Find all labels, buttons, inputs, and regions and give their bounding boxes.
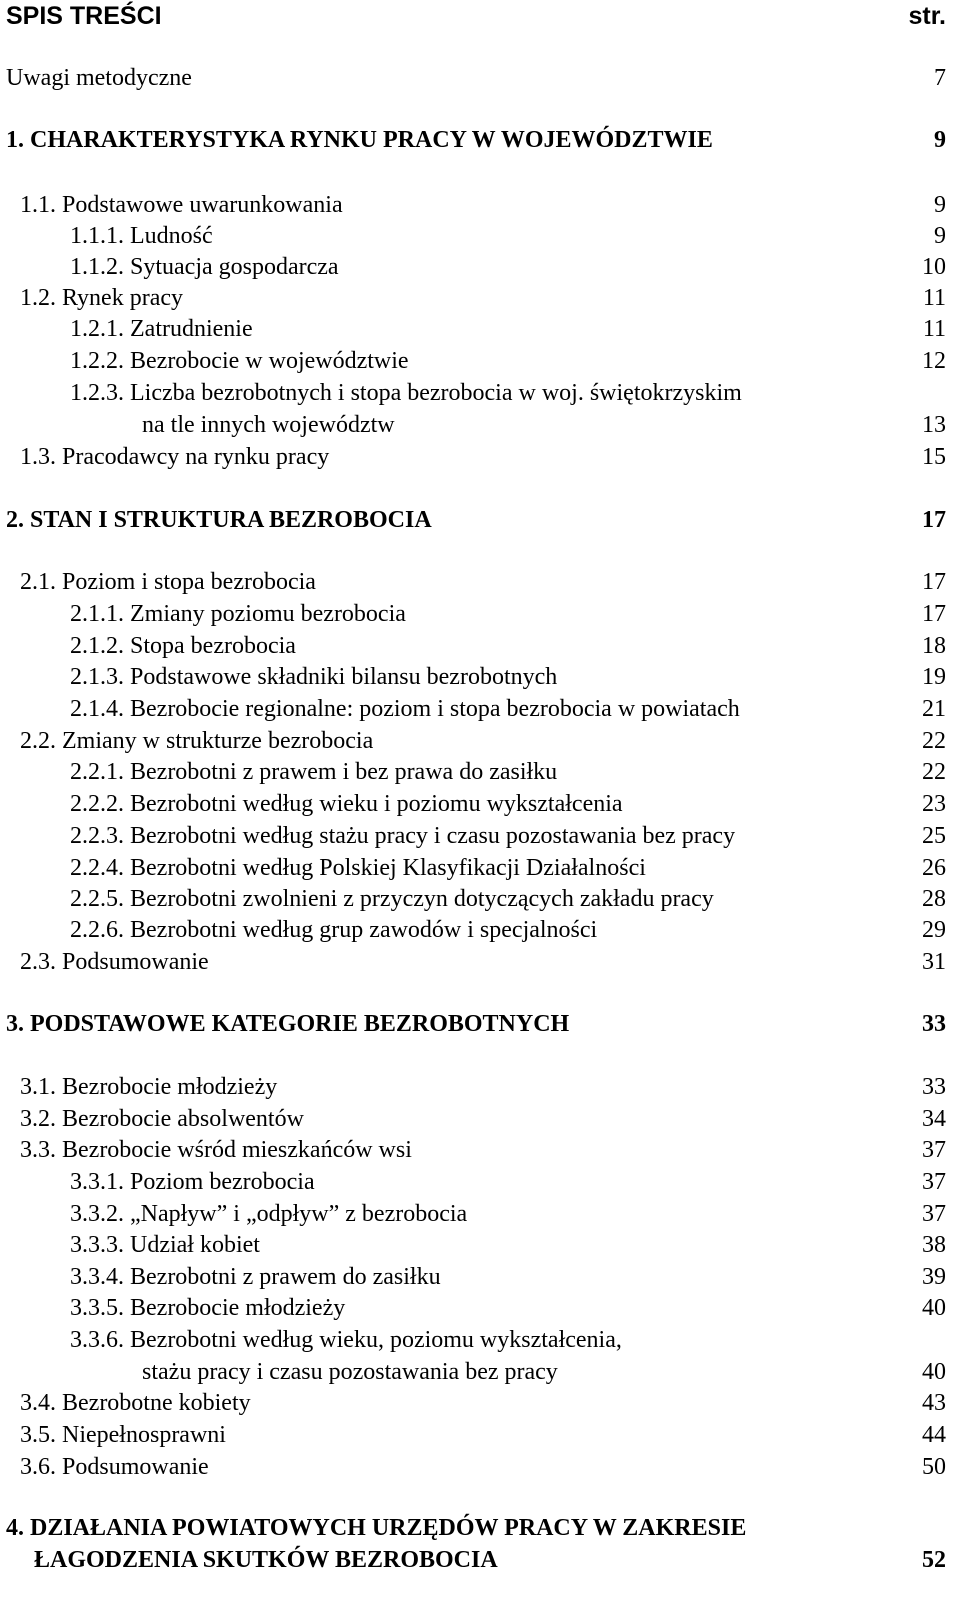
entry-page: 17 <box>922 569 946 595</box>
entry-text: 1.1.1. Ludność <box>70 223 213 249</box>
entry-text: 1.3. Pracodawcy na rynku pracy <box>20 444 330 470</box>
toc-entry[interactable] <box>0 1451 960 1483</box>
entry-page: 25 <box>922 823 946 849</box>
entry-page: 37 <box>922 1201 946 1227</box>
entry-page: 50 <box>922 1454 946 1480</box>
toc-entry[interactable] <box>0 251 960 283</box>
entry-text: 3.3.1. Poziom bezrobocia <box>70 1169 315 1195</box>
toc-entry[interactable] <box>0 1387 960 1419</box>
entry-page: 33 <box>922 1074 946 1100</box>
entry-page: 31 <box>922 949 946 975</box>
entry-page: 19 <box>922 664 946 690</box>
entry-text: 1.2. Rynek pracy <box>20 285 183 311</box>
entry-page: 29 <box>922 917 946 943</box>
entry-page: 33 <box>922 1011 946 1037</box>
entry-page: 44 <box>922 1422 946 1448</box>
entry-text: 2.1.1. Zmiany poziomu bezrobocia <box>70 601 406 627</box>
entry-text: 2. STAN I STRUKTURA BEZROBOCIA <box>6 507 432 533</box>
toc-entry[interactable] <box>0 1261 960 1293</box>
toc-entry[interactable] <box>0 566 960 598</box>
toc-entry[interactable] <box>0 62 960 94</box>
toc-entry[interactable] <box>0 630 960 662</box>
entry-text: 1.1.2. Sytuacja gospodarcza <box>70 254 339 280</box>
toc-header <box>0 0 960 32</box>
entry-page: 28 <box>922 886 946 912</box>
entry-text: 2.2.2. Bezrobotni według wieku i poziomu wykształcenia <box>70 791 623 817</box>
entry-text: 2.1.2. Stopa bezrobocia <box>70 633 296 659</box>
toc-entry[interactable] <box>0 1134 960 1166</box>
toc-entry[interactable] <box>0 883 960 915</box>
toc-chapter[interactable] <box>0 124 960 156</box>
toc-entry[interactable] <box>0 1166 960 1198</box>
entry-text: 2.2.5. Bezrobotni zwolnieni z przyczyn dotyczących zakładu pracy <box>70 886 714 912</box>
toc-entry[interactable] <box>0 1419 960 1451</box>
entry-text: 4. DZIAŁANIA POWIATOWYCH URZĘDÓW PRACY W ZAKRESIE <box>6 1515 747 1541</box>
entry-page: 9 <box>934 127 946 153</box>
entry-text: 2.3. Podsumowanie <box>20 949 209 975</box>
entry-page: 13 <box>922 412 946 438</box>
toc-entry[interactable] <box>0 756 960 788</box>
toc-entry[interactable] <box>0 693 960 725</box>
entry-text: 2.2.4. Bezrobotni według Polskiej Klasyfikacji Działalności <box>70 855 646 881</box>
toc-entry[interactable] <box>0 914 960 946</box>
toc-entry[interactable] <box>0 820 960 852</box>
toc-entry[interactable] <box>0 788 960 820</box>
entry-page: 26 <box>922 855 946 881</box>
entry-text: 1.2.1. Zatrudnienie <box>70 316 253 342</box>
entry-text: 3. PODSTAWOWE KATEGORIE BEZROBOTNYCH <box>6 1011 570 1037</box>
entry-text: 2.1. Poziom i stopa bezrobocia <box>20 569 316 595</box>
entry-text: 2.2.3. Bezrobotni według stażu pracy i czasu pozostawania bez pracy <box>70 823 736 849</box>
toc-chapter[interactable] <box>0 504 960 536</box>
entry-page: 52 <box>922 1547 946 1573</box>
page-title: SPIS TREŚCI <box>6 2 162 30</box>
entry-text: 3.3. Bezrobocie wśród mieszkańców wsi <box>20 1137 412 1163</box>
entry-text: 3.3.4. Bezrobotni z prawem do zasiłku <box>70 1264 441 1290</box>
entry-page: 11 <box>922 285 946 311</box>
entry-page: 11 <box>922 316 946 342</box>
entry-page: 21 <box>922 696 946 722</box>
entry-text: 3.3.5. Bezrobocie młodzieży <box>70 1295 346 1321</box>
entry-page: 39 <box>922 1264 946 1290</box>
entry-text: 3.5. Niepełnosprawni <box>20 1422 226 1448</box>
entry-page: 40 <box>922 1295 946 1321</box>
toc-chapter[interactable] <box>0 1008 960 1040</box>
entry-text: 3.4. Bezrobotne kobiety <box>20 1390 251 1416</box>
entry-page: 43 <box>922 1390 946 1416</box>
toc-entry[interactable] <box>0 725 960 757</box>
entry-page: 17 <box>922 601 946 627</box>
toc-entry[interactable] <box>0 1103 960 1135</box>
entry-text: 2.2.1. Bezrobotni z prawem i bez prawa do zasiłku <box>70 759 558 785</box>
entry-text: 3.1. Bezrobocie młodzieży <box>20 1074 278 1100</box>
toc-entry[interactable] <box>0 1229 960 1261</box>
toc-entry[interactable] <box>0 441 960 473</box>
toc-entry[interactable] <box>0 377 960 409</box>
entry-page: 17 <box>922 507 946 533</box>
toc-entry[interactable] <box>0 1324 960 1356</box>
entry-text: 3.3.3. Udział kobiet <box>70 1232 260 1258</box>
page-column-label: str. <box>908 2 946 30</box>
entry-page: 15 <box>922 444 946 470</box>
entry-text: ŁAGODZENIA SKUTKÓW BEZROBOCIA <box>34 1547 498 1573</box>
entry-text: na tle innych województw <box>142 412 395 438</box>
toc-entry[interactable] <box>0 1292 960 1324</box>
toc-entry[interactable] <box>0 946 960 978</box>
entry-text: 2.2. Zmiany w strukturze bezrobocia <box>20 728 374 754</box>
entry-text: 3.3.6. Bezrobotni według wieku, poziomu wykształcenia, <box>70 1327 622 1353</box>
entry-text: Uwagi metodyczne <box>6 65 192 91</box>
entry-page: 34 <box>922 1106 946 1132</box>
entry-text: 3.3.2. „Napływ” i „odpływ” z bezrobocia <box>70 1201 468 1227</box>
entry-page: 9 <box>934 192 946 218</box>
entry-page: 18 <box>922 633 946 659</box>
toc-chapter[interactable] <box>0 1512 960 1544</box>
toc-entry[interactable] <box>0 598 960 630</box>
entry-text: 3.2. Bezrobocie absolwentów <box>20 1106 304 1132</box>
toc-entry-continuation[interactable] <box>0 1356 960 1388</box>
entry-page: 40 <box>922 1359 946 1385</box>
entry-page: 22 <box>922 759 946 785</box>
toc-entry[interactable] <box>0 1198 960 1230</box>
entry-page: 37 <box>922 1169 946 1195</box>
toc-entry-continuation[interactable] <box>0 409 960 441</box>
entry-page: 37 <box>922 1137 946 1163</box>
entry-text: 1. CHARAKTERYSTYKA RYNKU PRACY W WOJEWÓDZTWIE <box>6 127 713 153</box>
entry-text: 2.2.6. Bezrobotni według grup zawodów i specjalności <box>70 917 598 943</box>
entry-page: 23 <box>922 791 946 817</box>
toc-entry[interactable] <box>0 189 960 221</box>
toc-entry[interactable] <box>0 220 960 252</box>
toc-entry[interactable] <box>0 282 960 314</box>
entry-page: 22 <box>922 728 946 754</box>
entry-page: 10 <box>922 254 946 280</box>
toc-entry[interactable] <box>0 1071 960 1103</box>
entry-text: 2.1.4. Bezrobocie regionalne: poziom i stopa bezrobocia w powiatach <box>70 696 740 722</box>
toc-entry[interactable] <box>0 313 960 345</box>
toc-entry[interactable] <box>0 345 960 377</box>
entry-text: 3.6. Podsumowanie <box>20 1454 209 1480</box>
entry-text: 1.2.3. Liczba bezrobotnych i stopa bezrobocia w woj. świętokrzyskim <box>70 380 742 406</box>
entry-page: 38 <box>922 1232 946 1258</box>
entry-text: 1.2.2. Bezrobocie w województwie <box>70 348 409 374</box>
toc-entry[interactable] <box>0 852 960 884</box>
entry-text: stażu pracy i czasu pozostawania bez pracy <box>142 1359 558 1385</box>
toc-chapter-continuation[interactable] <box>0 1544 960 1576</box>
entry-text: 2.1.3. Podstawowe składniki bilansu bezrobotnych <box>70 664 558 690</box>
entry-page: 7 <box>934 65 946 91</box>
entry-page: 12 <box>922 348 946 374</box>
entry-page: 9 <box>934 223 946 249</box>
entry-text: 1.1. Podstawowe uwarunkowania <box>20 192 343 218</box>
toc-entry[interactable] <box>0 661 960 693</box>
